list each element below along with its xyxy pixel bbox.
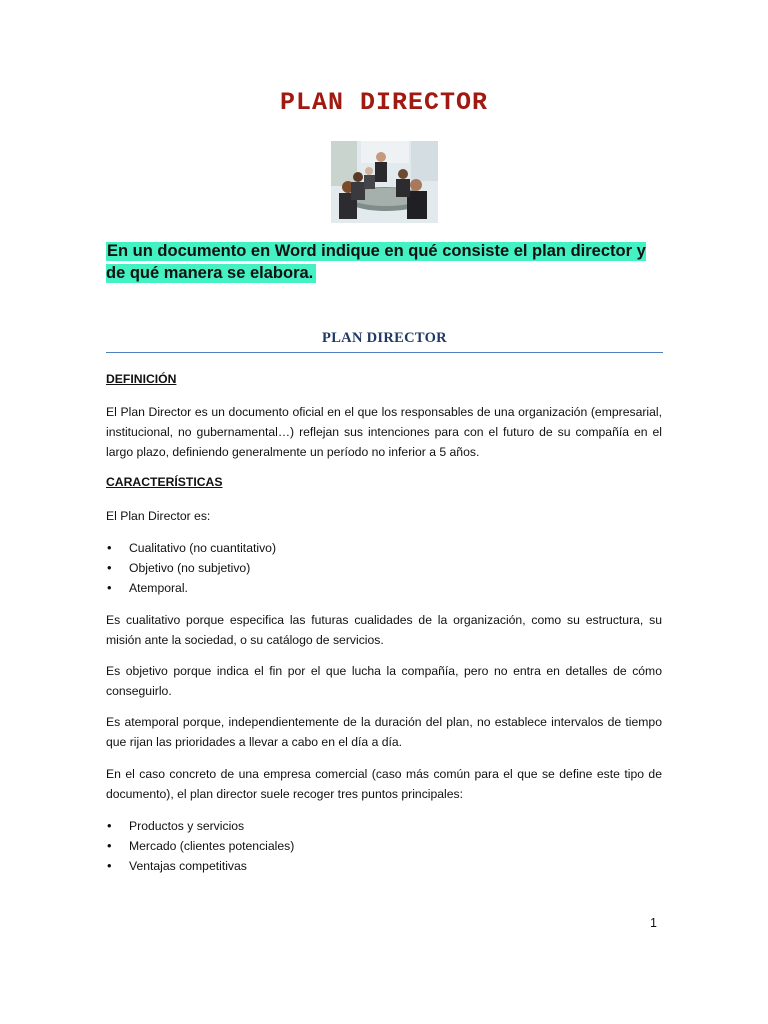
list-item: • Cualitativo (no cuantitativo) bbox=[106, 538, 276, 558]
bullet-icon: • bbox=[107, 818, 112, 833]
section-divider bbox=[106, 352, 663, 353]
paragraph-cualitativo: Es cualitativo porque especifica las futuras cualidades de la organización, como su estructura, su misión ante la sociedad, o su catálogo de servicios. bbox=[106, 613, 662, 647]
list-item: • Objetivo (no subjetivo) bbox=[106, 558, 276, 578]
task-statement-text: En un documento en Word indique en qué consiste el plan director y de qué manera se elabora. bbox=[106, 242, 646, 282]
caracteristicas-intro: El Plan Director es: bbox=[106, 509, 211, 523]
bullet-icon: • bbox=[107, 580, 112, 595]
list-item: • Mercado (clientes potenciales) bbox=[106, 836, 294, 856]
characteristics-list bbox=[106, 538, 276, 598]
paragraph-atemporal: Es atemporal porque, independientemente de la duración del plan, no establece intervalos de tiempo que rijan las prioridades a llevar a cabo en el día a día. bbox=[106, 715, 662, 749]
list-item: • Atemporal. bbox=[106, 578, 276, 598]
definicion-paragraph: El Plan Director es un documento oficial en el que los responsables de una organización (empresarial, institucional, no gubernamental…) reflejan sus intenciones para con el futuro de su compañía en el largo plazo, definiendo generalmente un período no inferior a 5 años. bbox=[106, 405, 662, 459]
document-title: PLAN DIRECTOR bbox=[279, 88, 489, 117]
bullet-icon: • bbox=[107, 560, 112, 575]
meeting-photo bbox=[331, 141, 438, 223]
task-statement bbox=[106, 240, 666, 284]
meeting-photo-illustration bbox=[331, 141, 438, 223]
section-title: PLAN DIRECTOR bbox=[322, 330, 447, 346]
page-number: 1 bbox=[650, 916, 657, 930]
paragraph-objetivo: Es objetivo porque indica el fin por el que lucha la compañía, pero no entra en detalles de cómo conseguirlo. bbox=[106, 664, 662, 698]
list-item: • Productos y servicios bbox=[106, 816, 294, 836]
bullet-icon: • bbox=[107, 540, 112, 555]
paragraph-empresa-comercial: En el caso concreto de una empresa comercial (caso más común para el que se define este tipo de documento), el plan director suele recoger tres puntos principales: bbox=[106, 767, 662, 801]
points-list bbox=[106, 816, 294, 876]
bullet-icon: • bbox=[107, 838, 112, 853]
caracteristicas-heading: CARACTERÍSTICAS bbox=[106, 475, 223, 489]
list-item: • Ventajas competitivas bbox=[106, 856, 294, 876]
definicion-heading: DEFINICIÓN bbox=[106, 372, 177, 386]
bullet-icon: • bbox=[107, 858, 112, 873]
